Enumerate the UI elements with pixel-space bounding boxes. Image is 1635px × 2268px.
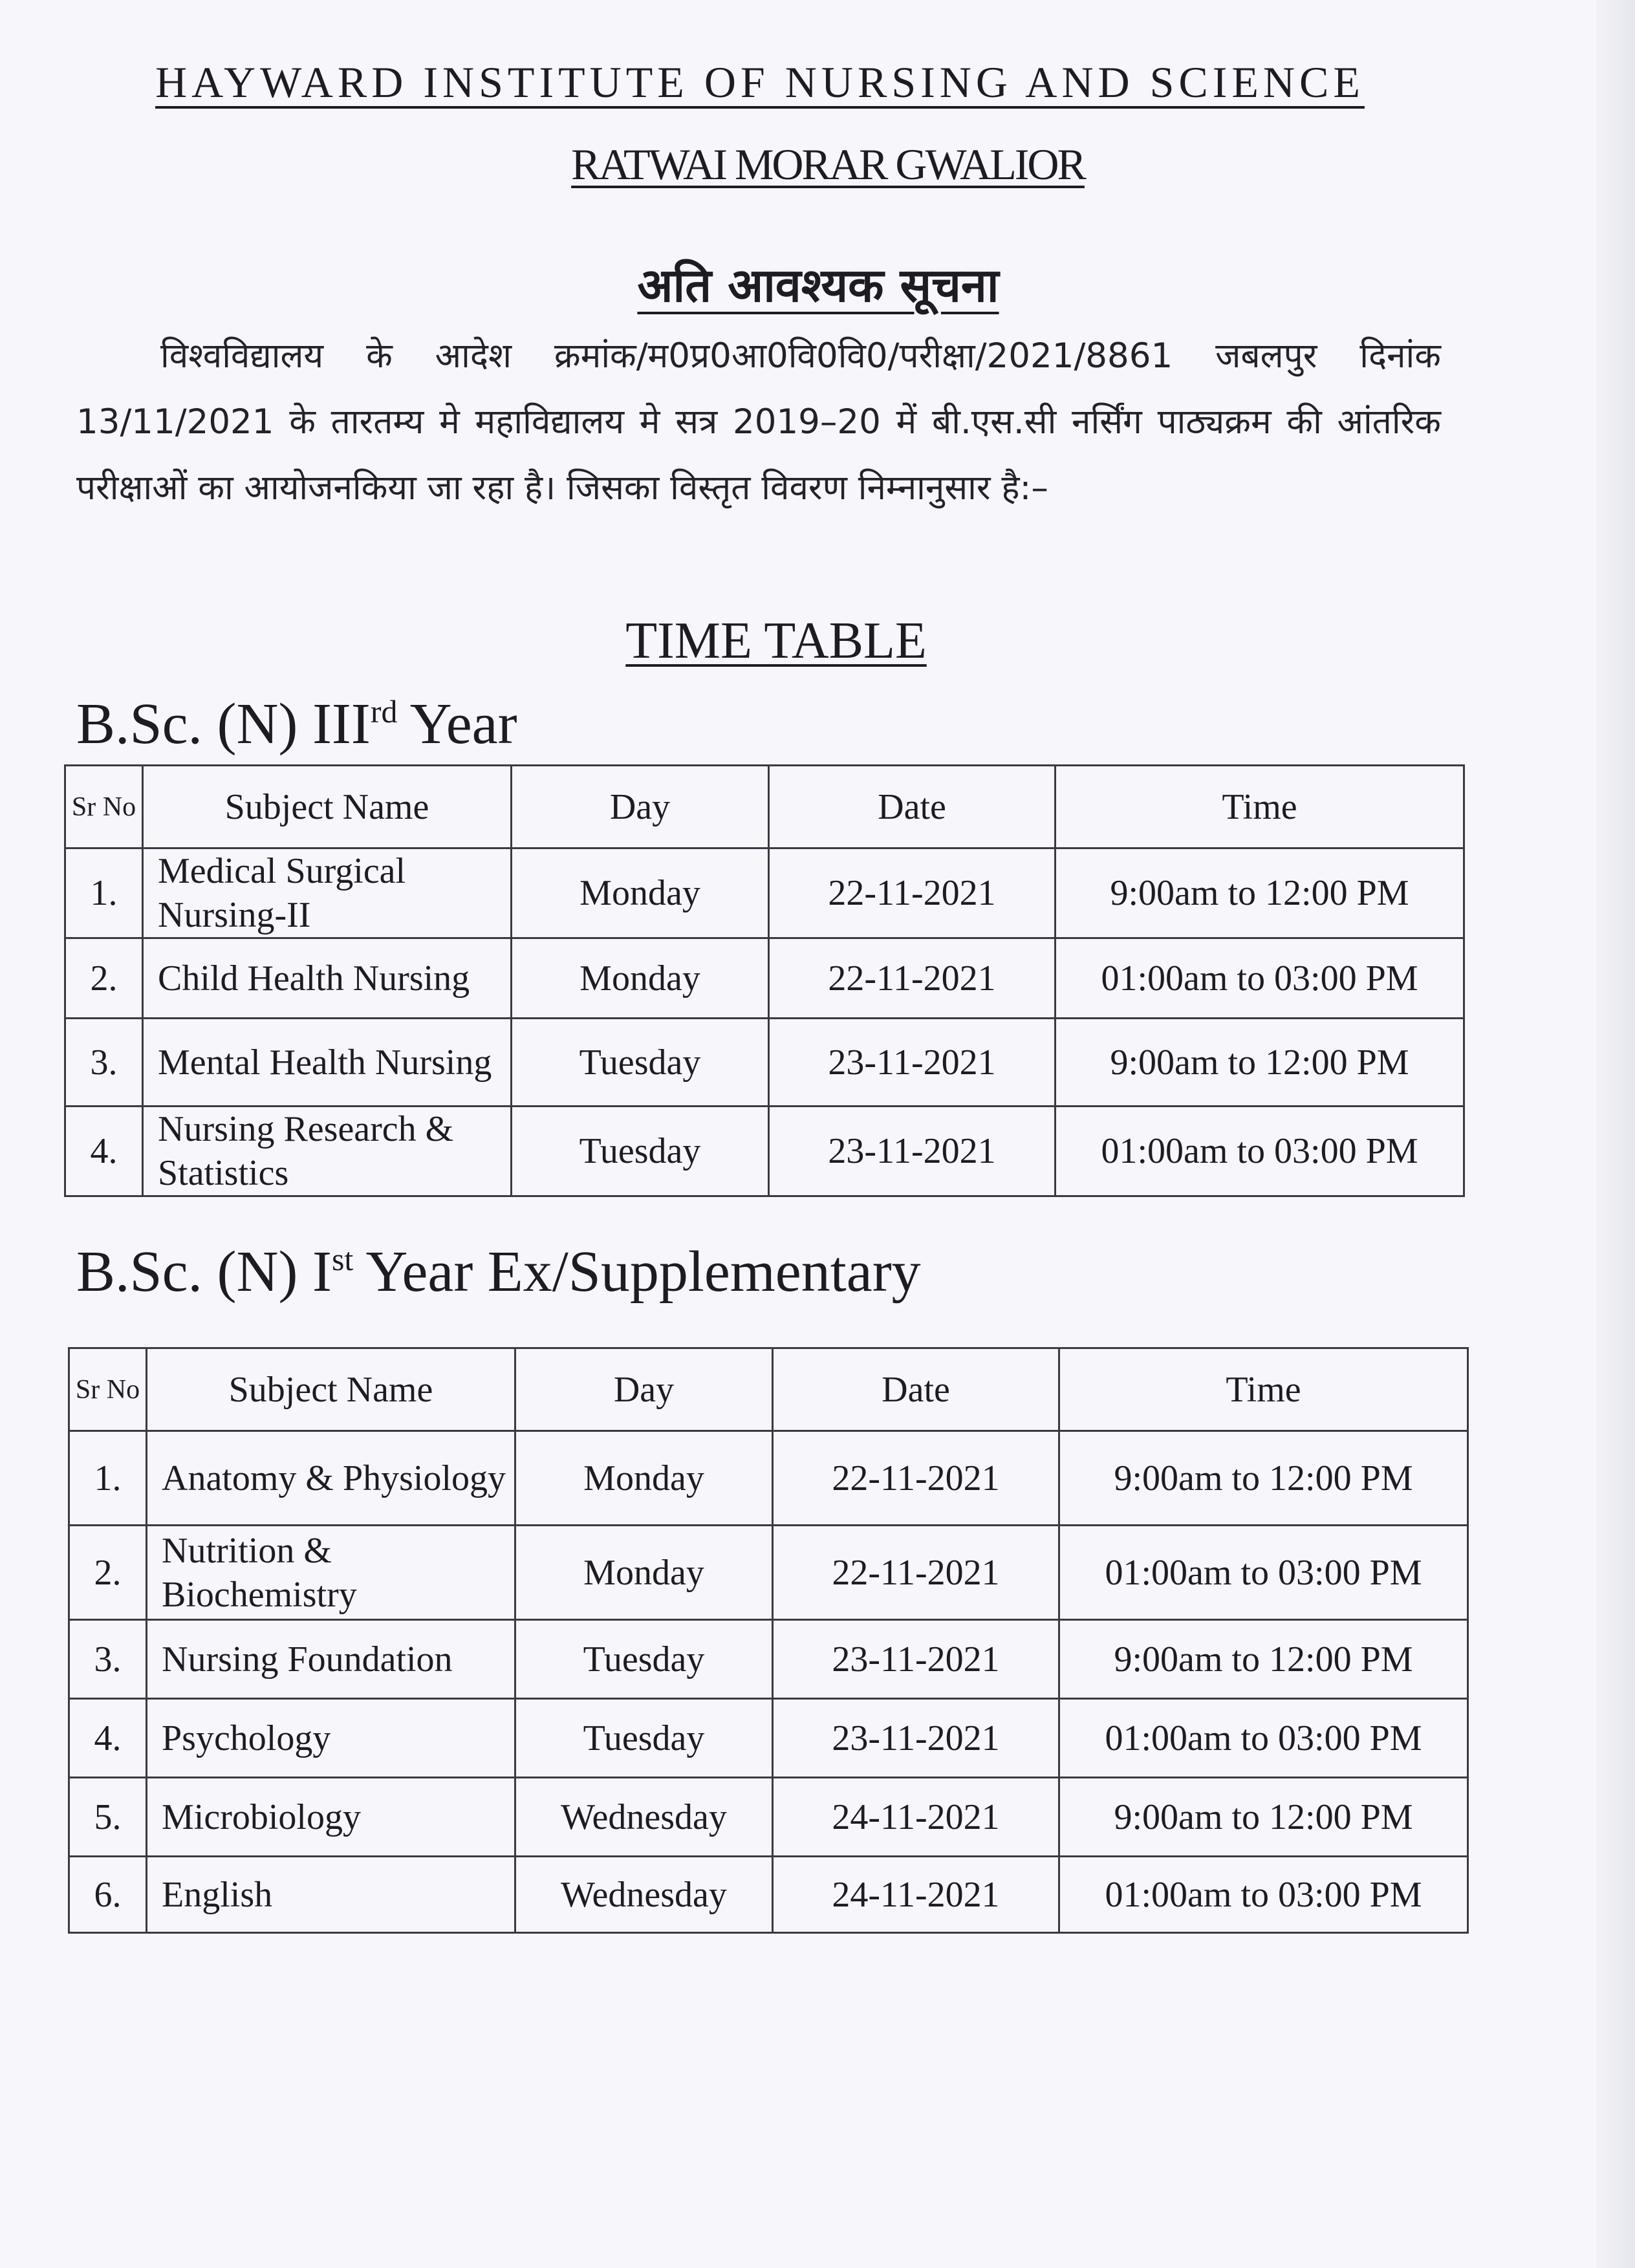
cell-sr: 4. xyxy=(65,1107,143,1196)
section-title-suffix: Year Ex/Supplementary xyxy=(353,1240,921,1304)
table-row xyxy=(69,1699,1468,1778)
cell-sr: 2. xyxy=(65,938,143,1019)
cell-sr: 5. xyxy=(69,1778,147,1857)
section-title-suffix: Year xyxy=(397,692,517,756)
cell-sr: 3. xyxy=(65,1019,143,1107)
cell-time: 01:00am to 03:00 PM xyxy=(1059,1526,1468,1620)
cell-subject: Anatomy & Physiology xyxy=(147,1431,515,1526)
page-edge-shadow xyxy=(1596,0,1635,2268)
cell-date: 24-11-2021 xyxy=(773,1778,1059,1857)
cell-day: Monday xyxy=(515,1526,773,1620)
cell-subject: Psychology xyxy=(147,1699,515,1778)
cell-date: 22-11-2021 xyxy=(769,938,1056,1019)
cell-date: 23-11-2021 xyxy=(773,1620,1059,1699)
cell-day: Wednesday xyxy=(515,1857,773,1933)
col-header-time: Time xyxy=(1059,1348,1468,1431)
cell-day: Tuesday xyxy=(512,1019,769,1107)
cell-date: 23-11-2021 xyxy=(769,1019,1056,1107)
table-row xyxy=(69,1778,1468,1857)
cell-subject: Medical Surgical Nursing-II xyxy=(143,848,512,938)
cell-time: 9:00am to 12:00 PM xyxy=(1059,1431,1468,1526)
timetable-third-year xyxy=(64,764,1465,1197)
table-row xyxy=(69,1857,1468,1933)
cell-subject: Child Health Nursing xyxy=(143,938,512,1019)
cell-sr: 4. xyxy=(69,1699,147,1778)
table-row xyxy=(69,1431,1468,1526)
cell-sr: 1. xyxy=(69,1431,147,1526)
cell-day: Monday xyxy=(512,938,769,1019)
col-header-sr: Sr No xyxy=(69,1348,147,1431)
cell-date: 23-11-2021 xyxy=(773,1699,1059,1778)
cell-subject: Nutrition & Biochemistry xyxy=(147,1526,515,1620)
cell-time: 01:00am to 03:00 PM xyxy=(1056,1107,1464,1196)
table-row xyxy=(65,1107,1464,1196)
cell-day: Tuesday xyxy=(515,1699,773,1778)
cell-subject: Nursing Foundation xyxy=(147,1620,515,1699)
timetable-first-year-supplementary xyxy=(68,1347,1469,1934)
cell-time: 01:00am to 03:00 PM xyxy=(1059,1699,1468,1778)
section-title-third-year xyxy=(76,691,517,757)
institute-name: HAYWARD INSTITUTE OF NURSING AND SCIENCE xyxy=(155,58,1365,107)
col-header-day: Day xyxy=(512,766,769,848)
cell-time: 9:00am to 12:00 PM xyxy=(1059,1778,1468,1857)
cell-subject: Mental Health Nursing xyxy=(143,1019,512,1107)
col-header-date: Date xyxy=(773,1348,1059,1431)
institute-address: RATWAI MORAR GWALIOR xyxy=(571,140,1085,189)
cell-time: 01:00am to 03:00 PM xyxy=(1059,1857,1468,1933)
table-row xyxy=(65,938,1464,1019)
col-header-subject: Subject Name xyxy=(147,1348,515,1431)
cell-date: 22-11-2021 xyxy=(773,1431,1059,1526)
table-header-row xyxy=(65,766,1464,848)
cell-time: 01:00am to 03:00 PM xyxy=(1056,938,1464,1019)
cell-date: 22-11-2021 xyxy=(773,1526,1059,1620)
cell-day: Tuesday xyxy=(515,1620,773,1699)
timetable-heading: TIME TABLE xyxy=(625,612,927,669)
col-header-sr: Sr No xyxy=(65,766,143,848)
table-row xyxy=(69,1526,1468,1620)
cell-sr: 2. xyxy=(69,1526,147,1620)
notice-heading: अति आवश्यक सूचना xyxy=(637,258,999,312)
section-title-prefix: B.Sc. (N) I xyxy=(76,1240,332,1304)
cell-subject: Nursing Research & Statistics xyxy=(143,1107,512,1196)
cell-time: 9:00am to 12:00 PM xyxy=(1056,848,1464,938)
table-row xyxy=(65,848,1464,938)
col-header-day: Day xyxy=(515,1348,773,1431)
cell-subject: Microbiology xyxy=(147,1778,515,1857)
notice-body: विश्वविद्यालय के आदेश क्रमांक/म0प्र0आ0वि0वि0/परीक्षा/2021/8861 जबलपुर दिनांक 13/11/2021 के तारतम्य मे महाविद्यालय मे सत्र 2019–20 में बी.एस.सी नर्सिंग पाठ्यक्रम की आंतरिक परीक्षाओं का आयोजनकिया जा रहा है। जिसका विस्तृत विवरण निम्नानुसार है:– xyxy=(76,336,1441,508)
section-title-prefix: B.Sc. (N) III xyxy=(76,692,371,756)
table-row xyxy=(65,1019,1464,1107)
cell-time: 9:00am to 12:00 PM xyxy=(1056,1019,1464,1107)
cell-date: 22-11-2021 xyxy=(769,848,1056,938)
col-header-date: Date xyxy=(769,766,1056,848)
cell-sr: 3. xyxy=(69,1620,147,1699)
section-title-sup: rd xyxy=(370,693,398,729)
cell-day: Tuesday xyxy=(512,1107,769,1196)
cell-time: 9:00am to 12:00 PM xyxy=(1059,1620,1468,1699)
cell-day: Wednesday xyxy=(515,1778,773,1857)
table-row xyxy=(69,1620,1468,1699)
cell-sr: 6. xyxy=(69,1857,147,1933)
section-title-sup: st xyxy=(331,1241,354,1277)
cell-day: Monday xyxy=(512,848,769,938)
table-header-row xyxy=(69,1348,1468,1431)
cell-subject: English xyxy=(147,1857,515,1933)
col-header-time: Time xyxy=(1056,766,1464,848)
cell-date: 24-11-2021 xyxy=(773,1857,1059,1933)
cell-day: Monday xyxy=(515,1431,773,1526)
cell-date: 23-11-2021 xyxy=(769,1107,1056,1196)
section-title-first-year-supplementary xyxy=(76,1238,921,1305)
col-header-subject: Subject Name xyxy=(143,766,512,848)
cell-sr: 1. xyxy=(65,848,143,938)
